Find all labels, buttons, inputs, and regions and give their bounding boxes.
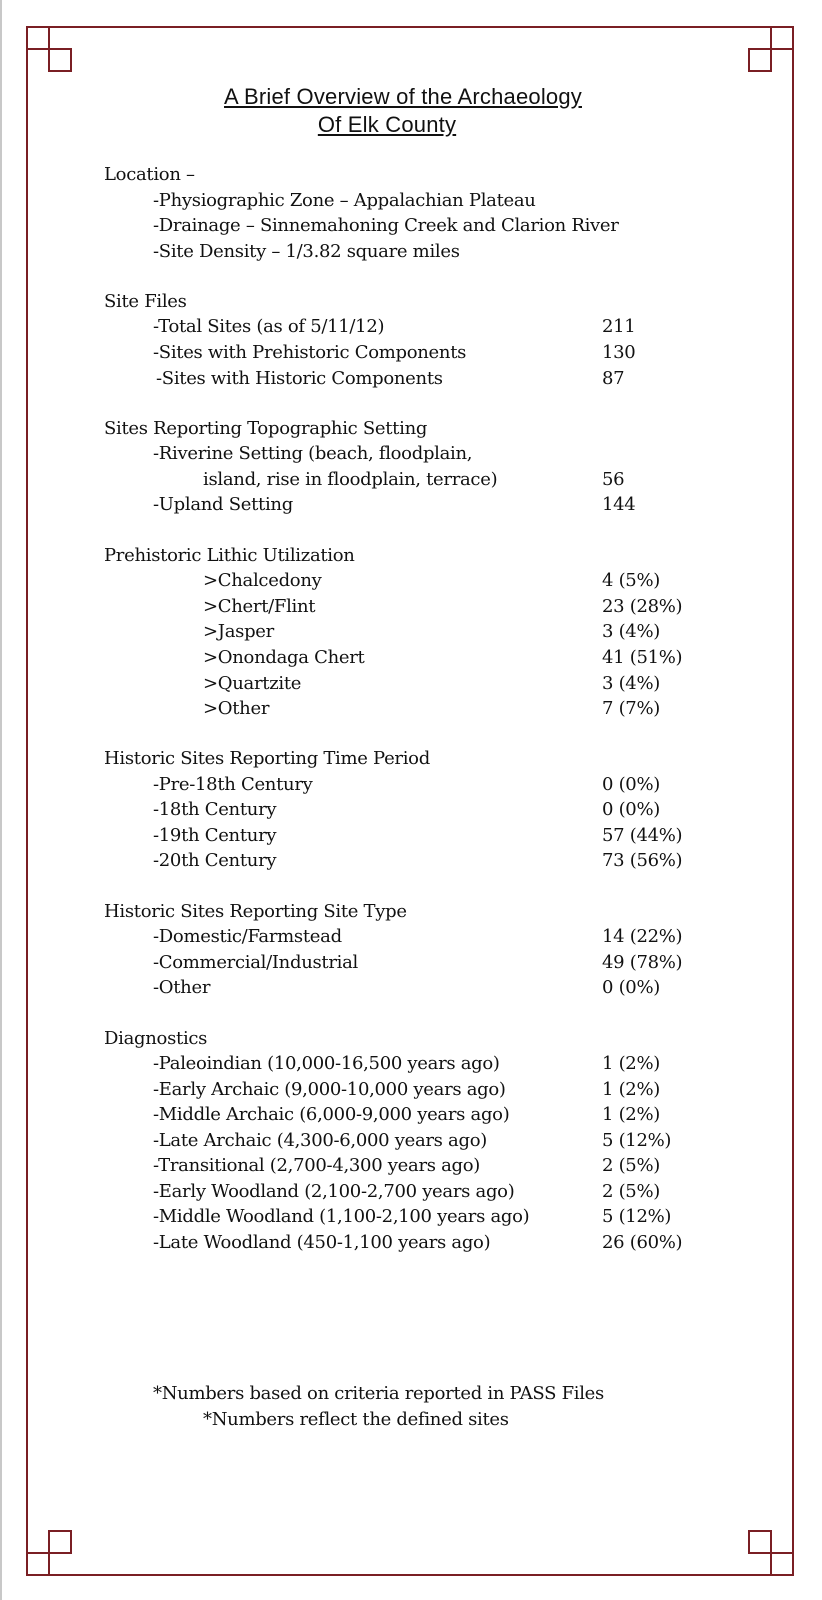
site-type-label: -Other	[153, 977, 211, 998]
topographic-value: 56	[602, 469, 625, 490]
diagnostics-value: 1 (2%)	[602, 1079, 660, 1100]
diagnostics-label: -Late Woodland (450-1,100 years ago)	[153, 1232, 491, 1253]
diagnostics-value: 1 (2%)	[602, 1104, 660, 1125]
section-heading-lithic: Prehistoric Lithic Utilization	[104, 545, 355, 566]
section-heading-time-period: Historic Sites Reporting Time Period	[104, 748, 430, 769]
section-heading-topographic: Sites Reporting Topographic Setting	[104, 418, 428, 439]
lithic-value: 7 (7%)	[602, 698, 660, 719]
lithic-label: >Chert/Flint	[203, 596, 316, 617]
diagnostics-label: -Middle Woodland (1,100-2,100 years ago)	[153, 1206, 530, 1227]
diagnostics-label: -Early Archaic (9,000-10,000 years ago)	[153, 1079, 506, 1100]
section-heading-location: Location –	[104, 164, 195, 185]
page-title-line-1: A Brief Overview of the Archaeology	[224, 84, 582, 109]
lithic-label: >Onondaga Chert	[203, 647, 365, 668]
location-item: -Drainage – Sinnemahoning Creek and Clarion River	[153, 215, 619, 236]
page-edge	[0, 0, 2, 1600]
site-type-label: -Domestic/Farmstead	[153, 926, 342, 947]
corner-ornament-bottom-right	[746, 1528, 794, 1576]
diagnostics-value: 2 (5%)	[602, 1155, 660, 1176]
time-period-value: 0 (0%)	[602, 774, 660, 795]
corner-ornament-top-left	[26, 26, 74, 74]
topographic-value: 144	[602, 494, 636, 515]
time-period-label: -Pre-18th Century	[153, 774, 313, 795]
diagnostics-value: 1 (2%)	[602, 1053, 660, 1074]
site-files-label: -Sites with Historic Components	[156, 368, 443, 389]
lithic-label: >Chalcedony	[203, 570, 322, 591]
diagnostics-label: -Middle Archaic (6,000-9,000 years ago)	[153, 1104, 510, 1125]
time-period-label: -18th Century	[153, 799, 277, 820]
lithic-label: >Jasper	[203, 621, 274, 642]
site-files-label: -Sites with Prehistoric Components	[153, 342, 467, 363]
diagnostics-label: -Early Woodland (2,100-2,700 years ago)	[153, 1181, 515, 1202]
corner-ornament-top-right	[746, 26, 794, 74]
site-type-value: 49 (78%)	[602, 952, 683, 973]
page-title-line-2: Of Elk County	[317, 112, 457, 137]
lithic-value: 3 (4%)	[602, 673, 660, 694]
diagnostics-label: -Transitional (2,700-4,300 years ago)	[153, 1155, 481, 1176]
diagnostics-value: 2 (5%)	[602, 1181, 660, 1202]
lithic-value: 23 (28%)	[602, 596, 683, 617]
topographic-label: island, rise in floodplain, terrace)	[203, 469, 498, 490]
time-period-value: 57 (44%)	[602, 825, 683, 846]
time-period-label: -19th Century	[153, 825, 277, 846]
site-type-value: 0 (0%)	[602, 977, 660, 998]
lithic-value: 41 (51%)	[602, 647, 683, 668]
diagnostics-value: 5 (12%)	[602, 1206, 672, 1227]
section-heading-site-files: Site Files	[104, 291, 187, 312]
site-files-value: 211	[602, 316, 636, 337]
lithic-label: >Quartzite	[203, 673, 302, 694]
footnote: *Numbers reflect the defined sites	[203, 1409, 509, 1430]
lithic-value: 3 (4%)	[602, 621, 660, 642]
diagnostics-label: -Paleoindian (10,000-16,500 years ago)	[153, 1053, 500, 1074]
location-item: -Site Density – 1/3.82 square miles	[153, 241, 460, 262]
footnote: *Numbers based on criteria reported in PASS Files	[153, 1383, 604, 1404]
site-files-value: 130	[602, 342, 636, 363]
corner-ornament-bottom-left	[26, 1528, 74, 1576]
time-period-value: 0 (0%)	[602, 799, 660, 820]
site-type-label: -Commercial/Industrial	[153, 952, 359, 973]
site-files-label: -Total Sites (as of 5/11/12)	[153, 316, 385, 337]
section-heading-site-type: Historic Sites Reporting Site Type	[104, 901, 407, 922]
time-period-label: -20th Century	[153, 850, 277, 871]
topographic-label: -Riverine Setting (beach, floodplain,	[153, 443, 473, 464]
diagnostics-value: 26 (60%)	[602, 1232, 683, 1253]
time-period-value: 73 (56%)	[602, 850, 683, 871]
topographic-label: -Upland Setting	[153, 494, 293, 515]
diagnostics-value: 5 (12%)	[602, 1130, 672, 1151]
location-item: -Physiographic Zone – Appalachian Plateau	[153, 190, 536, 211]
lithic-value: 4 (5%)	[602, 570, 660, 591]
lithic-label: >Other	[203, 698, 270, 719]
site-type-value: 14 (22%)	[602, 926, 683, 947]
diagnostics-label: -Late Archaic (4,300-6,000 years ago)	[153, 1130, 487, 1151]
section-heading-diagnostics: Diagnostics	[104, 1028, 208, 1049]
site-files-value: 87	[602, 368, 625, 389]
